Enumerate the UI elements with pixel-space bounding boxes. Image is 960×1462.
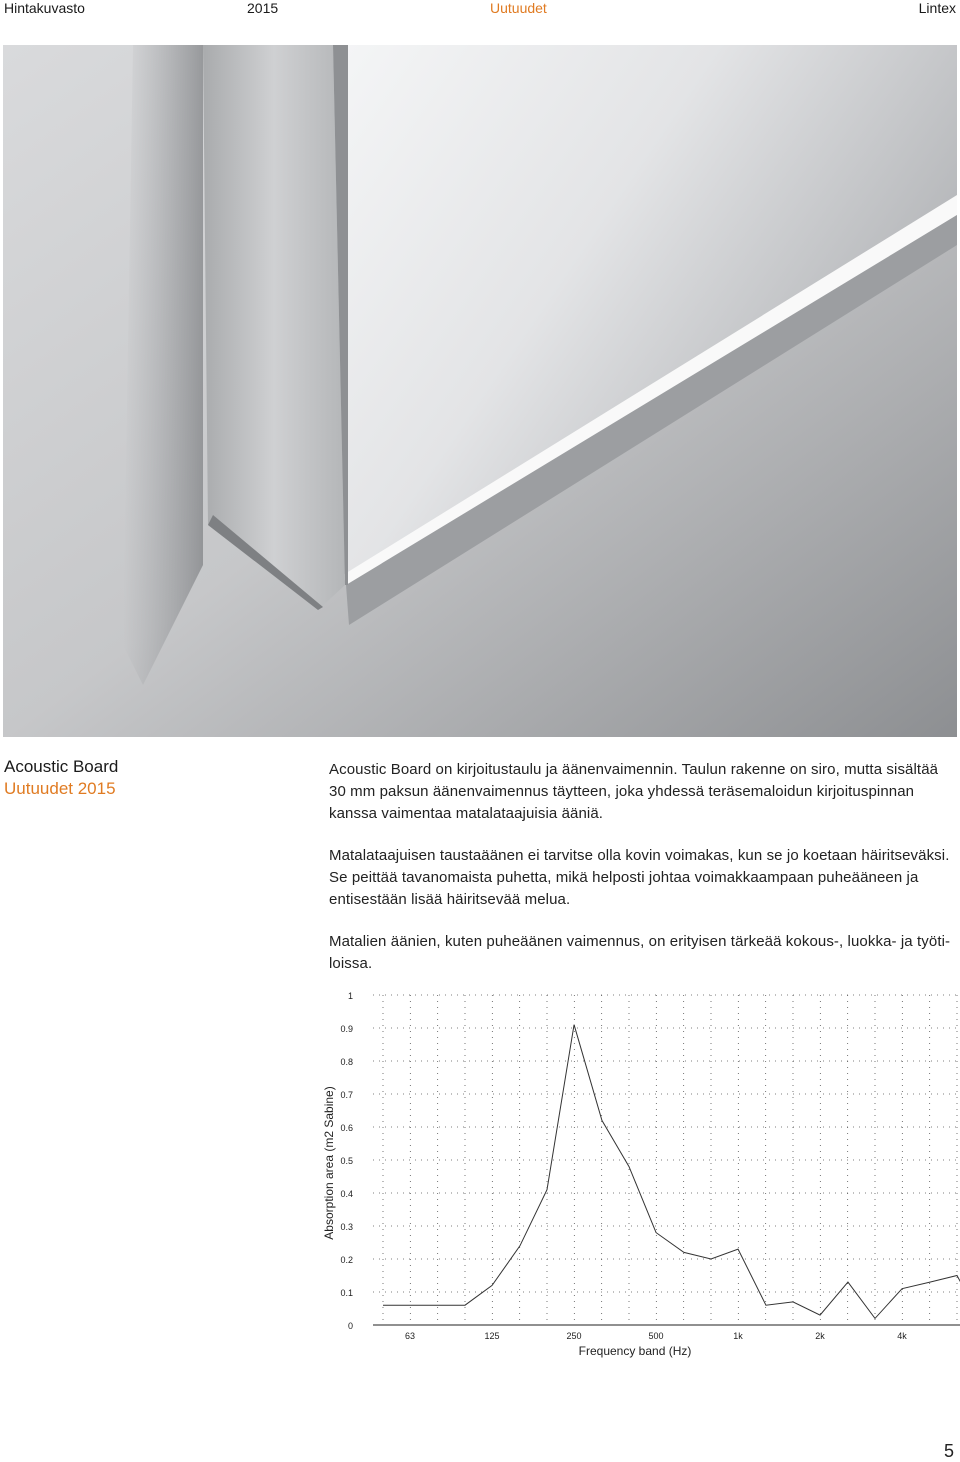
x-axis-label: Frequency band (Hz) [578,1344,692,1358]
y-tick-label: 0.5 [340,1156,353,1166]
body-paragraph-1: Acoustic Board on kirjoitustaulu ja äänenvaimennin. Taulun rakenne on siro, mutta sisältää 30 mm paksun äänenvaimennus täytteen, joka yhdessä teräsemaloidun kirjoituspinnan kanssa vaimentaa matalataajuisia ääniä. [329,761,939,822]
x-tick-label: 63 [405,1331,416,1341]
sidebar [4,756,118,800]
x-tick-label: 500 [648,1331,664,1341]
y-tick-label: 0.7 [340,1090,353,1100]
y-tick-label: 0.1 [340,1288,353,1298]
chart-series [383,1025,960,1325]
header-catalog-label: Hintakuvasto [4,0,85,16]
y-axis-label: Absorption area (m2 Sabine) [322,1086,336,1240]
y-tick-label: 0.2 [340,1255,353,1265]
x-tick-label: 4k [897,1331,907,1341]
header-brand: Lintex [918,0,956,16]
series-line [383,1025,960,1325]
header-year: 2015 [247,0,279,16]
x-tick-label: 2k [815,1331,825,1341]
y-tick-label: 0.8 [340,1057,353,1067]
y-tick-labels [340,991,353,1331]
x-tick-label: 125 [484,1331,500,1341]
product-subtitle: Uutuudet 2015 [4,779,116,798]
body-paragraph-3: Matalien äänien, kuten puheäänen vaimennus, on erityisen tärkeää kokous-, luokka- ja työti-loissa. [329,933,951,972]
y-tick-label: 0 [347,1321,353,1331]
y-tick-label: 0.3 [340,1222,353,1232]
page-number: 5 [943,1441,954,1461]
chart-grid [373,995,960,1325]
product-title: Acoustic Board [4,757,119,776]
x-tick-labels [405,1331,907,1341]
body-paragraph-2: Matalataajuisen taustaäänen ei tarvitse olla kovin voimakas, kun se jo koetaan häiritseväksi. Se peittää tavanomaista puhetta, mikä helposti johtaa voimakkaampaan puheääneen ja entisestään lisää häiritsevää melua. [329,847,950,908]
product-photo [3,45,957,737]
header-section: Uutuudet [490,0,547,16]
x-tick-label: 250 [566,1331,582,1341]
y-tick-label: 1 [347,991,353,1001]
y-tick-label: 0.4 [340,1189,353,1199]
y-tick-label: 0.9 [340,1024,353,1034]
y-tick-label: 0.6 [340,1123,353,1133]
absorption-chart [300,985,960,1365]
x-tick-label: 1k [733,1331,743,1341]
